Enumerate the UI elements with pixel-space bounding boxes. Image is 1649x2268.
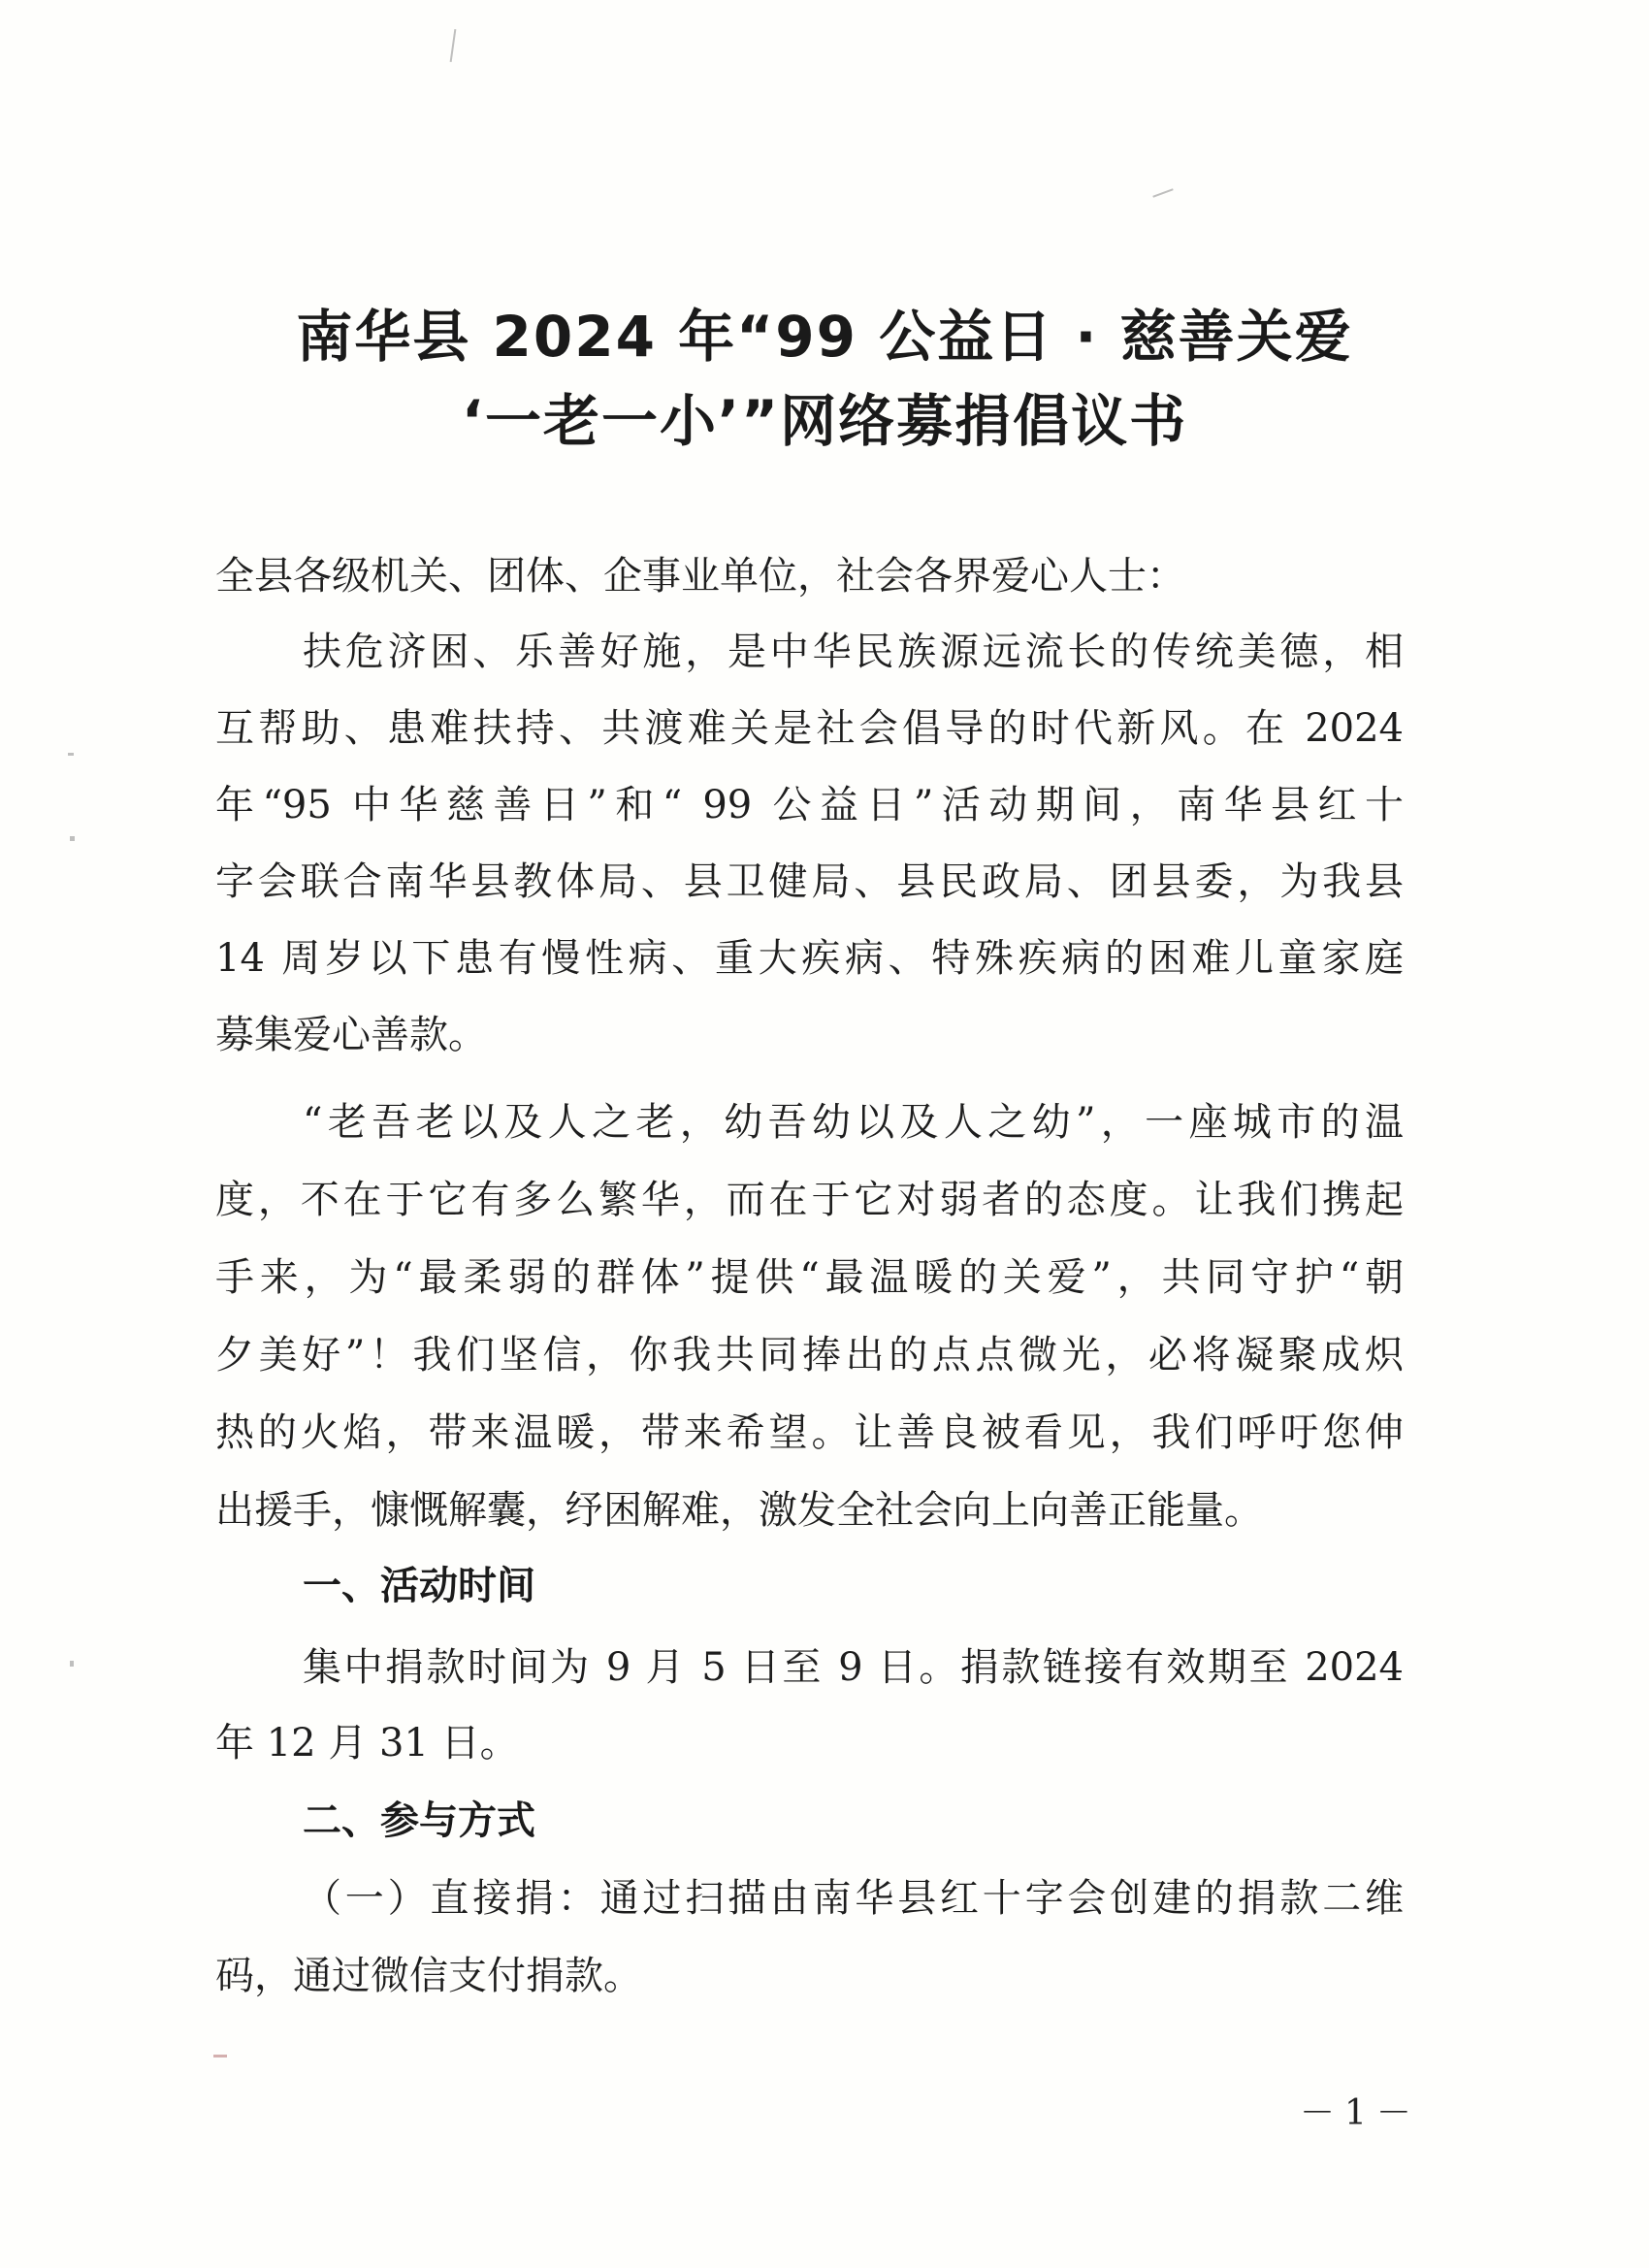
section-1-heading: 一、活动时间 bbox=[303, 1564, 535, 1608]
paragraph-1-line: 扶危济困、乐善好施，是中华民族源远流长的传统美德，相 bbox=[303, 630, 1404, 674]
scan-artifact bbox=[68, 753, 74, 756]
scan-artifact bbox=[70, 836, 75, 841]
scan-artifact bbox=[450, 29, 457, 62]
document-title-line-1: 南华县 2024 年“99 公益日 · 慈善关爱 bbox=[296, 304, 1353, 370]
paragraph-1-line: 募集爱心善款。 bbox=[215, 1013, 487, 1057]
paragraph-2-line: 夕美好”！我们坚信，你我共同捧出的点点微光，必将凝聚成炽 bbox=[215, 1333, 1404, 1377]
section-2-line: （一）直接捐：通过扫描由南华县红十字会创建的捐款二维 bbox=[303, 1876, 1404, 1921]
section-1-line: 集中捐款时间为 9 月 5 日至 9 日。捐款链接有效期至 2024 bbox=[303, 1645, 1404, 1690]
paragraph-1-line: 年“95 中华慈善日”和“ 99 公益日”活动期间，南华县红十 bbox=[215, 783, 1404, 827]
scan-artifact bbox=[1152, 188, 1173, 197]
paragraph-1-line: 字会联合南华县教体局、县卫健局、县民政局、团县委，为我县 bbox=[215, 859, 1404, 904]
scan-artifact bbox=[70, 1661, 74, 1667]
salutation: 全县各级机关、团体、企事业单位，社会各界爱心人士： bbox=[215, 554, 1185, 599]
paragraph-2-line: “老吾老以及人之老，幼吾幼以及人之幼”，一座城市的温 bbox=[303, 1100, 1404, 1145]
paragraph-2-line: 度，不在于它有多么繁华，而在于它对弱者的态度。让我们携起 bbox=[215, 1178, 1404, 1222]
paragraph-2-line: 热的火焰，带来温暖，带来希望。让善良被看见，我们呼吁您伸 bbox=[215, 1410, 1404, 1455]
section-2-line: 码，通过微信支付捐款。 bbox=[215, 1954, 642, 1998]
paragraph-2-line: 出援手，慷慨解囊，纾困解难，激发全社会向上向善正能量。 bbox=[215, 1488, 1263, 1533]
section-2-heading: 二、参与方式 bbox=[303, 1798, 535, 1843]
scan-artifact bbox=[213, 2055, 227, 2057]
paragraph-1-line: 14 周岁以下患有慢性病、重大疾病、特殊疾病的困难儿童家庭 bbox=[215, 936, 1404, 981]
section-1-line: 年 12 月 31 日。 bbox=[215, 1721, 519, 1766]
paragraph-1-line: 互帮助、患难扶持、共渡难关是社会倡导的时代新风。在 2024 bbox=[215, 706, 1404, 751]
page-number: －1－ bbox=[1300, 2093, 1421, 2133]
paragraph-2-line: 手来，为“最柔弱的群体”提供“最温暖的关爱”，共同守护“朝 bbox=[215, 1255, 1404, 1300]
document-title-line-2: ‘一老一小’”网络募捐倡议书 bbox=[461, 388, 1188, 454]
